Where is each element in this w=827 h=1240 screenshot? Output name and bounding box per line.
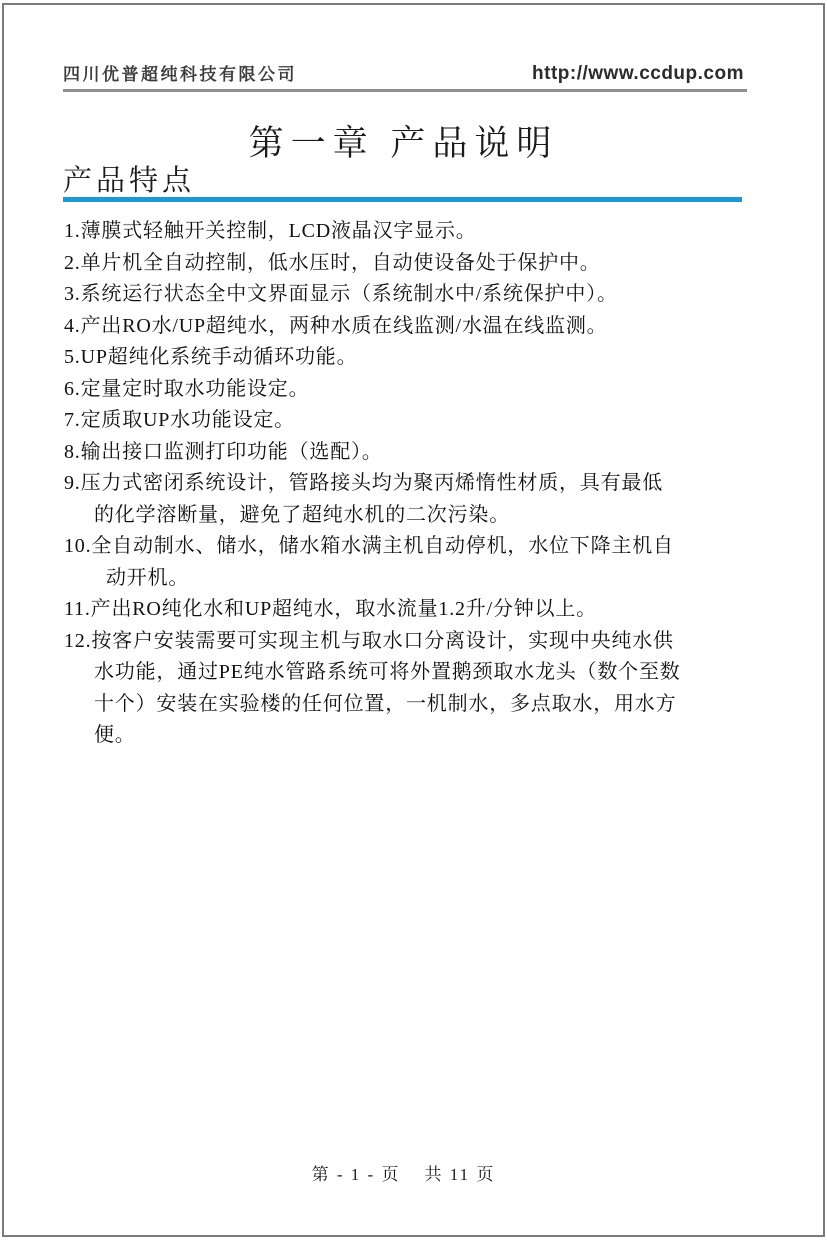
page-header: [63, 60, 744, 85]
section-underline: [63, 197, 742, 202]
feature-line: 5.UP超纯化系统手动循环功能。: [64, 346, 358, 368]
feature-item: [64, 216, 754, 248]
feature-line: 7.定质取UP水功能设定。: [64, 409, 295, 431]
header-divider: [63, 89, 747, 92]
feature-line: 十个）安装在实验楼的任何位置，一机制水，多点取水，用水方: [94, 692, 677, 715]
feature-item: [64, 374, 754, 406]
feature-line: 便。: [94, 724, 136, 746]
feature-line: 4.产出RO水/UP超纯水，两种水质在线监测/水温在线监测。: [64, 314, 608, 337]
section-heading: 产品特点: [63, 165, 196, 197]
feature-line: 2.单片机全自动控制，低水压时，自动使设备处于保护中。: [64, 251, 601, 274]
feature-line: 1.薄膜式轻触开关控制，LCD液晶汉字显示。: [64, 220, 477, 242]
feature-item: [64, 531, 754, 594]
feature-item: [64, 626, 754, 752]
page-footer: [63, 1160, 744, 1185]
feature-item: [64, 594, 754, 626]
feature-line: 3.系统运行状态全中文界面显示（系统制水中/系统保护中）。: [64, 283, 618, 305]
feature-item: [64, 311, 754, 343]
feature-line: 的化学溶断量，避免了超纯水机的二次污染。: [94, 503, 510, 526]
feature-line: 9.压力式密闭系统设计，管路接头均为聚丙烯惰性材质，具有最低: [64, 472, 663, 494]
feature-line: 12.按客户安装需要可实现主机与取水口分离设计，实现中央纯水供: [64, 629, 674, 652]
feature-line: 6.定量定时取水功能设定。: [64, 377, 310, 400]
feature-item: [64, 342, 754, 374]
feature-item: [64, 437, 754, 469]
chapter-title: 第一章 产品说明: [248, 124, 559, 163]
feature-line: 10.全自动制水、储水，储水箱水满主机自动停机，水位下降主机自: [64, 535, 674, 557]
feature-list: [64, 216, 754, 752]
feature-line: 11.产出RO纯化水和UP超纯水，取水流量1.2升/分钟以上。: [64, 598, 597, 620]
feature-item: [64, 405, 754, 437]
feature-line: 动开机。: [106, 566, 190, 589]
feature-item: [64, 248, 754, 280]
website-url: http://www.ccdup.com: [532, 63, 744, 84]
feature-line: 水功能，通过PE纯水管路系统可将外置鹅颈取水龙头（数个至数: [94, 661, 681, 683]
feature-line: 8.输出接口监测打印功能（选配）。: [64, 440, 383, 463]
footer-page-number: 第 - 1 - 页: [311, 1165, 401, 1184]
company-name: 四川优普超纯科技有限公司: [63, 65, 297, 84]
feature-item: [64, 468, 754, 531]
feature-item: [64, 279, 754, 311]
footer-total-pages: 共 11 页: [424, 1165, 496, 1184]
